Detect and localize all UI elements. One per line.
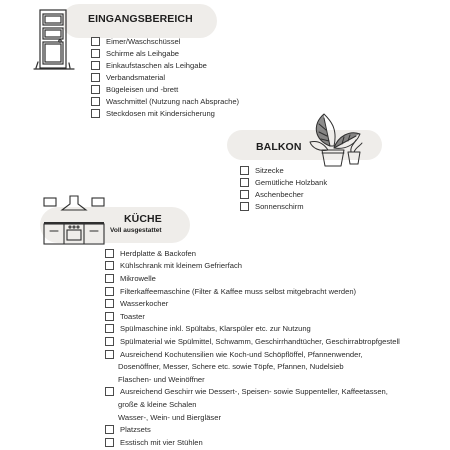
checklist-item-label: Einkaufstaschen als Leihgabe: [106, 60, 207, 70]
plant-icon: [304, 106, 374, 168]
checkbox[interactable]: [240, 178, 249, 187]
checklist-item-label: Schirme als Leihgabe: [106, 48, 180, 58]
checklist-item: [91, 47, 239, 59]
checkbox[interactable]: [91, 73, 100, 82]
checklist-item: [105, 247, 400, 260]
checklist-item: [240, 188, 327, 200]
checklist-item: [105, 348, 400, 361]
checklist-item-label: Gemütliche Holzbank: [255, 177, 328, 187]
checklist-item-label: Ausreichend Kochutensilien wie Koch-und Schöpflöffel, Pfannenwender,: [120, 349, 363, 359]
checklist-item-label: Wasser-, Wein- und Biergläser: [118, 412, 221, 422]
checklist-item-label: Dosenöffner, Messer, Schere etc. sowie Töpfe, Pfannen, Nudelsieb: [118, 362, 344, 372]
checklist-item-label: Wasserkocher: [120, 299, 169, 309]
checkbox[interactable]: [105, 337, 114, 346]
checkbox[interactable]: [105, 324, 114, 333]
checkbox[interactable]: [91, 85, 100, 94]
checkbox[interactable]: [240, 166, 249, 175]
checklist-item-label: Filterkaffeemaschine (Filter & Kaffee muss selbst mitgebracht werden): [120, 286, 357, 296]
checklist-item: [91, 35, 239, 47]
checkbox[interactable]: [105, 274, 114, 283]
checklist-item: [105, 285, 400, 298]
checklist-item-label: Aschenbecher: [255, 189, 304, 199]
checklist-item-label: Verbandsmaterial: [106, 72, 166, 82]
checklist-item-label: Platzsets: [120, 425, 151, 435]
checklist-item-label: Steckdosen mit Kindersicherung: [106, 108, 215, 118]
checklist-item-label: Flaschen- und Weinöffner: [118, 374, 205, 384]
checklist-item: [105, 335, 400, 348]
door-icon: [32, 8, 76, 72]
checklist-item-label: Sitzecke: [255, 165, 284, 175]
section-title-eingang: EINGANGSBEREICH: [88, 13, 193, 25]
checklist-item: [105, 386, 400, 399]
checklist-kueche: [105, 247, 400, 449]
checkbox[interactable]: [91, 61, 100, 70]
checklist-item-label: große & kleine Schalen: [118, 399, 197, 409]
checkbox[interactable]: [105, 438, 114, 447]
checklist-item-label: Esstisch mit vier Stühlen: [120, 437, 203, 447]
checklist-item-label: Spülmaschine inkl. Spültabs, Klarspüler etc. zur Nutzung: [120, 324, 311, 334]
checklist-item-label: Waschmittel (Nutzung nach Absprache): [106, 96, 240, 106]
checklist-item: [240, 164, 327, 176]
checklist-item: [105, 310, 400, 323]
checkbox[interactable]: [105, 425, 114, 434]
checklist-item: [240, 200, 327, 212]
checkbox[interactable]: [240, 190, 249, 199]
checklist-eingang: [91, 35, 239, 119]
checkbox[interactable]: [105, 387, 114, 396]
checklist-item-label: Herdplatte & Backofen: [120, 248, 196, 258]
checklist-item-continuation: [105, 411, 400, 424]
checklist-item: [105, 423, 400, 436]
checklist-item: [105, 260, 400, 273]
checkbox[interactable]: [105, 261, 114, 270]
checklist-item-label: Kühlschrank mit kleinem Gefrierfach: [120, 261, 242, 271]
section-subtitle-kueche: Voll ausgestattet: [110, 227, 162, 234]
section-title-balkon: BALKON: [256, 141, 302, 153]
checkbox[interactable]: [91, 97, 100, 106]
checklist-item: [91, 59, 239, 71]
checklist-item: [240, 176, 327, 188]
checklist-item-label: Toaster: [120, 311, 145, 321]
checklist-item: [91, 107, 239, 119]
checklist-balkon: [240, 164, 327, 212]
checkbox[interactable]: [91, 37, 100, 46]
checklist-item-label: Eimer/Waschschüssel: [106, 36, 181, 46]
checklist-item-label: Sonnenschirm: [255, 201, 304, 211]
checklist-item: [91, 71, 239, 83]
checklist-item: [105, 272, 400, 285]
checkbox[interactable]: [105, 299, 114, 308]
checklist-item-label: Spülmaterial wie Spülmittel, Schwamm, Geschirrhandtücher, Geschirrabtropfgestell: [120, 336, 400, 346]
checklist-item: [105, 436, 400, 449]
checkbox[interactable]: [91, 109, 100, 118]
checkbox[interactable]: [105, 249, 114, 258]
checklist-item: [105, 297, 400, 310]
checkbox[interactable]: [105, 312, 114, 321]
checklist-item: [91, 83, 239, 95]
checklist-item-continuation: [105, 398, 400, 411]
checklist-item-continuation: [105, 373, 400, 386]
checklist-item: [91, 95, 239, 107]
checkbox[interactable]: [105, 350, 114, 359]
checklist-item: [105, 323, 400, 336]
checklist-item-continuation: [105, 360, 400, 373]
checkbox[interactable]: [240, 202, 249, 211]
kitchen-icon: [42, 194, 106, 248]
checkbox[interactable]: [91, 49, 100, 58]
checklist-item-label: Ausreichend Geschirr wie Dessert-, Speisen- sowie Suppenteller, Kaffeetassen,: [120, 387, 388, 397]
checkbox[interactable]: [105, 287, 114, 296]
checklist-item-label: Bügeleisen und -brett: [106, 84, 179, 94]
checklist-item-label: Mikrowelle: [120, 273, 156, 283]
section-title-kueche: KÜCHE: [124, 213, 162, 225]
